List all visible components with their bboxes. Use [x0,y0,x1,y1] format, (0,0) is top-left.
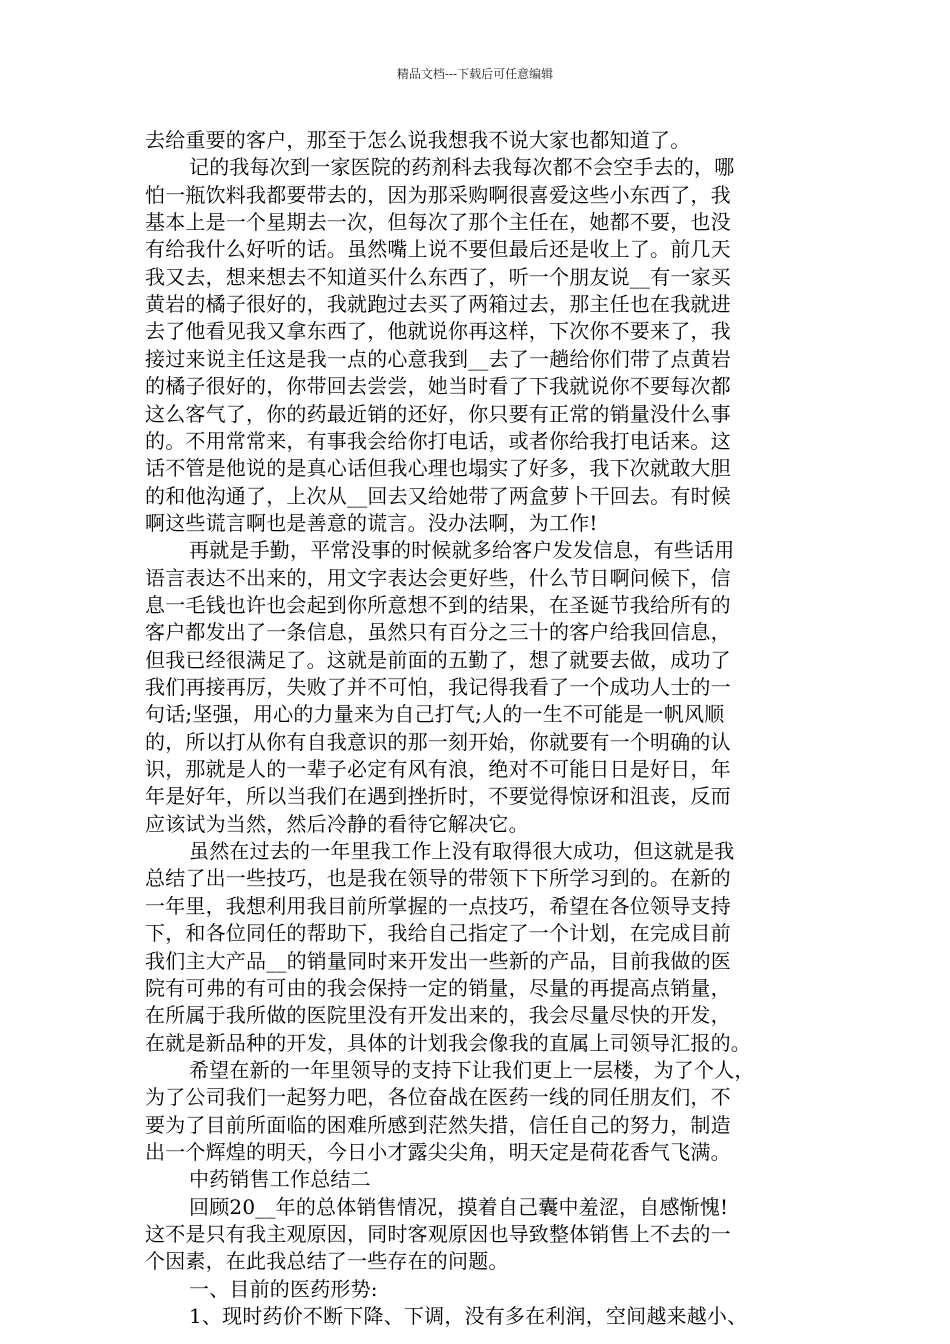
text-line: 在所属于我所做的医院里没有开发出来的，我会尽量尽快的开发， [145,1003,731,1028]
text-line: 怕一瓶饮料我都要带去的，因为那采购啊很喜爱这些小东西了，我 [145,182,731,207]
text-line: 的，所以打从你有自我意识的那一刻开始，你就要有一个明确的认 [145,729,731,754]
text-line: 出一个辉煌的明天，今日小才露尖尖角，明天定是荷花香气飞满。 [145,1139,731,1164]
text-line: 黄岩的橘子很好的，我就跑过去买了两箱过去，那主任也在我就进 [145,292,731,317]
text-line: 应该试为当然，然后冷静的看待它解决它。 [145,811,529,836]
text-line: 再就是手勤，平常没事的时候就多给客户发发信息，有些话用 [189,538,735,563]
text-line: 话不管是他说的是真心话但我心理也塌实了好多，我下次就敢大胆 [145,456,731,481]
text-line: 基本上是一个星期去一次，但每次了那个主任在，她都不要，也没 [145,210,731,235]
text-line: 在就是新品种的开发，具体的计划我会像我的直属上司领导汇报的。 [145,1030,751,1055]
page-header: 精品文档---下载后可任意编辑 [396,67,554,81]
text-line: 中药销售工作总结二 [189,1167,371,1192]
text-line: 一、目前的医药形势: [189,1276,378,1301]
text-line: 语言表达不出来的，用文字表达会更好些，什么节日啊问候下，信 [145,565,731,590]
text-line: 虽然在过去的一年里我工作上没有取得很大成功，但这就是我 [189,839,735,864]
text-line: 要为了目前所面临的困难所感到茫然失措，信任自己的努力，制造 [145,1112,731,1137]
text-line: 这么客气了，你的药最近销的还好，你只要有正常的销量没什么事 [145,401,731,426]
text-line: 1、现时药价不断下降、下调，没有多在利润，空间越来越小、 [189,1304,748,1329]
text-line: 希望在新的一年里领导的支持下让我们更上一层楼，为了个人， [189,1057,755,1082]
text-line: 我们再接再厉，失败了并不可怕，我记得我看了一个成功人士的一 [145,675,731,699]
text-line: 这不是只有我主观原因，同时客观原因也导致整体销售上不去的一 [145,1222,731,1246]
text-line: 去了他看见我又拿东西了，他就说你再这样，下次你不要来了，我 [145,319,731,344]
text-line: 识，那就是人的一辈子必定有风有浪，绝对不可能日日是好日，年 [145,757,731,782]
text-line: 个因素，在此我总结了一些存在的问题。 [145,1249,509,1274]
text-line: 客户都发出了一条信息，虽然只有百分之三十的客户给我回信息， [145,620,731,645]
text-line: 去给重要的客户，那至于怎么说我想我不说大家也都知道了。 [145,128,691,152]
text-line: 有给我什么好听的话。虽然嘴上说不要但最后还是收上了。前几天 [145,237,731,262]
text-line: 总结了出一些技巧，也是我在领导的带领下下所学习到的。在新的 [145,866,731,891]
text-line: 的。不用常常来，有事我会给你打电话，或者你给我打电话来。这 [145,428,731,453]
text-line: 息一毛钱也许也会起到你所意想不到的结果，在圣诞节我给所有的 [145,592,731,617]
text-line: 的和他沟通了，上次从__回去又给她带了两盒萝卜干回去。有时候 [145,483,731,508]
text-line: 记的我每次到一家医院的药剂科去我每次都不会空手去的，哪 [189,155,735,180]
text-line: 的橘子很好的，你带回去尝尝，她当时看了下我就说你不要每次都 [145,374,731,399]
text-line: 一年里，我想利用我目前所掌握的一点技巧，希望在各位领导支持 [145,893,731,918]
text-line: 接过来说主任这是我一点的心意我到__去了一趟给你们带了点黄岩 [145,346,731,371]
text-line: 我们主大产品__的销量同时来开发出一些新的产品，目前我做的医 [145,948,731,973]
text-line: 句话;坚强，用心的力量来为自己打气;人的一生不可能是一帆风顺 [145,702,725,727]
text-line: 我又去，想来想去不知道买什么东西了，听一个朋友说__有一家买 [145,264,731,289]
text-line: 回顾20__年的总体销售情况，摸着自己囊中羞涩，自感惭愧! [189,1194,729,1219]
text-line: 院有可弗的有可由的我会保持一定的销量，尽量的再提高点销量， [145,975,731,1000]
text-line: 但我已经很满足了。这就是前面的五勤了，想了就要去做，成功了 [145,647,731,672]
text-line: 下，和各位同任的帮助下，我给自己指定了一个计划，在完成目前 [145,921,731,946]
text-line: 啊这些谎言啊也是善意的谎言。没办法啊，为工作! [145,510,598,535]
text-line: 年是好年，所以当我们在遇到挫折时，不要觉得惊讶和沮丧，反而 [145,784,731,809]
text-line: 为了公司我们一起努力吧，各位奋战在医药一线的同任朋友们，不 [145,1085,731,1110]
